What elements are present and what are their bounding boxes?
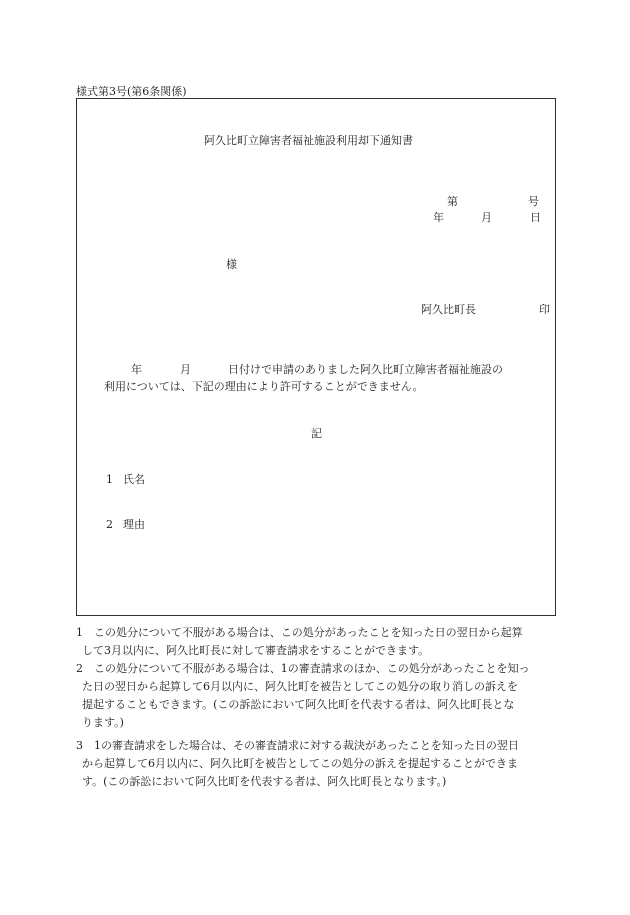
date-year: 年	[433, 211, 444, 224]
addressee-suffix: 様	[226, 258, 237, 271]
seal-mark: 印	[539, 303, 550, 316]
note-2	[76, 660, 560, 732]
date-month: 月	[481, 211, 492, 224]
note-3-line-3: す。(この訴訟において阿久比町を代表する者は、阿久比町長となります。)	[82, 775, 447, 788]
body-line-2: 利用については、下記の理由により許可することができません。	[104, 380, 424, 393]
note-2-line-4: ります。)	[82, 716, 124, 729]
body-year: 年	[131, 363, 142, 376]
note-1-number: 1	[76, 626, 83, 639]
item-1-label: 氏名	[123, 473, 145, 486]
note-2-line-3: 提起することもできます。(この訴訟において阿久比町を代表する者は、阿久比町長とな	[82, 698, 515, 711]
date-day: 日	[530, 211, 541, 224]
document-title: 阿久比町立障害者福祉施設利用却下通知書	[204, 134, 413, 147]
number-prefix: 第	[447, 195, 458, 208]
ki-heading: 記	[311, 427, 322, 440]
note-2-line-2: た日の翌日から起算して6月以内に、阿久比町を被告としてこの処分の取り消しの訴えを	[82, 680, 518, 693]
issuer-name: 阿久比町長	[421, 303, 476, 316]
item-1-number: 1	[106, 473, 113, 486]
item-2-label: 理由	[123, 518, 145, 531]
note-2-number: 2	[76, 662, 83, 675]
body-month: 月	[180, 363, 191, 376]
item-2-number: 2	[106, 518, 113, 531]
note-3	[76, 737, 560, 791]
note-3-number: 3	[76, 739, 83, 752]
note-3-line-2: から起算して6月以内に、阿久比町を被告としてこの処分の訴えを提起することができま	[82, 757, 518, 770]
note-1-line-1: この処分について不服がある場合は、この処分があったことを知った日の翌日から起算	[94, 626, 523, 639]
body-line-1: 日付けで申請のありました阿久比町立障害者福祉施設の	[228, 363, 503, 376]
note-1-line-2: して3月以内に、阿久比町長に対して審査請求をすることができます。	[82, 644, 430, 657]
number-suffix: 号	[528, 195, 539, 208]
note-3-line-1: 1の審査請求をした場合は、その審査請求に対する裁決があったことを知った日の翌日	[94, 739, 519, 752]
notice-frame	[76, 98, 556, 616]
note-1	[76, 624, 560, 660]
form-label: 様式第3号(第6条関係)	[76, 85, 187, 98]
note-2-line-1: この処分について不服がある場合は、1の審査請求のほか、この処分があったことを知っ	[94, 662, 530, 675]
